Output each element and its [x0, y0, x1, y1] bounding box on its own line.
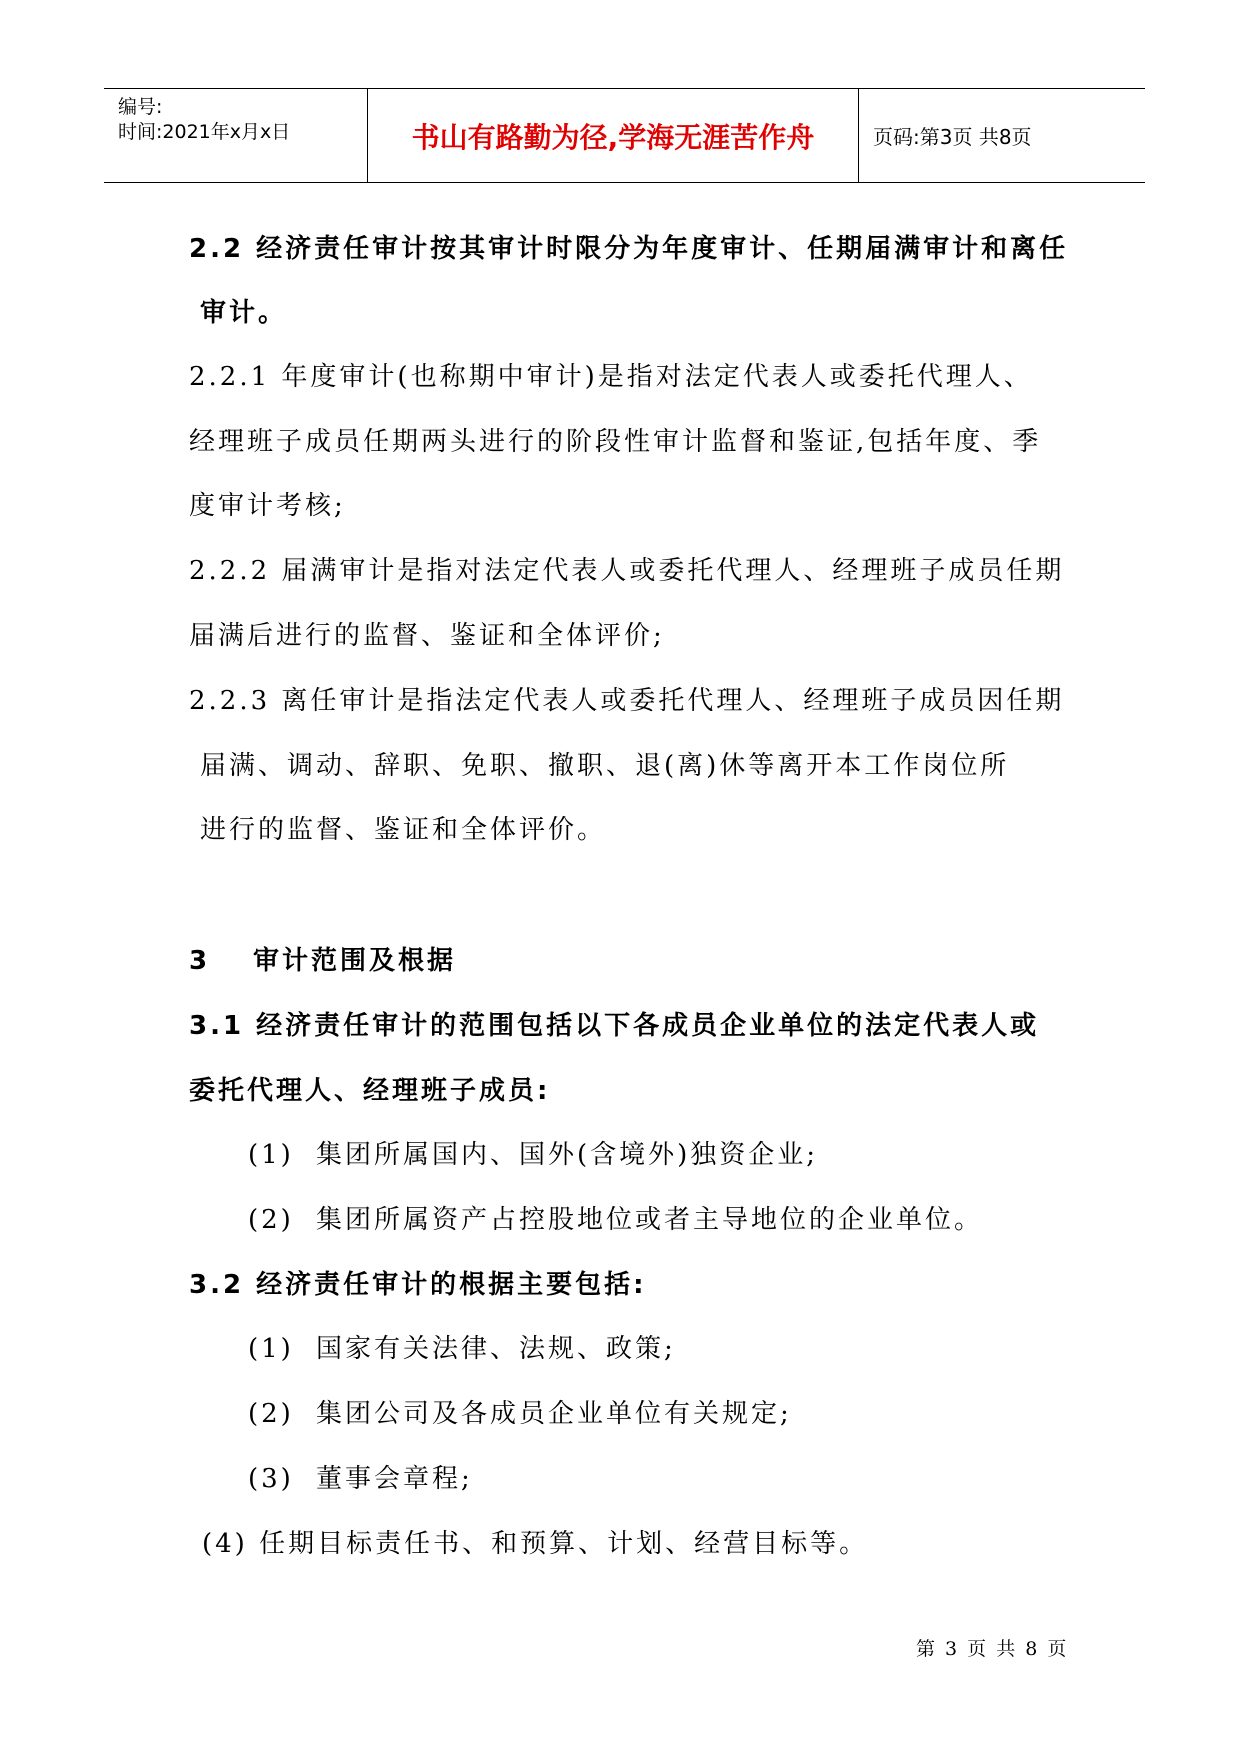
- list-item: [248, 1328, 676, 1365]
- para-2-2-1-line1: 2.2.1 年度审计(也称期中审计)是指对法定代表人或委托代理人、: [189, 362, 1033, 392]
- section-3-heading: [189, 940, 456, 977]
- para-2-2-3-line2: 届满、调动、辞职、免职、撤职、退(离)休等离开本工作岗位所: [200, 751, 1010, 781]
- list-item: [248, 1134, 818, 1171]
- list-item-number: (1): [248, 1334, 294, 1364]
- list-item: [248, 1458, 473, 1495]
- list-item-text: 集团所属国内、国外(含境外)独资企业;: [316, 1140, 819, 1170]
- header-motto: 书山有路勤为径,学海无涯苦作舟: [368, 89, 859, 182]
- section-3-title: 审计范围及根据: [253, 946, 457, 976]
- para-2-2-3-line1: 2.2.3 离任审计是指法定代表人或委托代理人、经理班子成员因任期: [189, 686, 1065, 716]
- list-item-text: 国家有关法律、法规、政策;: [316, 1334, 676, 1364]
- section-2-2-heading: 2.2 经济责任审计按其审计时限分为年度审计、任期届满审计和离任: [189, 234, 1069, 264]
- para-2-2-2-line2: 届满后进行的监督、鉴证和全体评价;: [189, 621, 665, 651]
- header-page-label: 页码:第3页 共8页: [873, 125, 1032, 149]
- document-header: [104, 88, 1145, 183]
- para-2-2-1-line3: 度审计考核;: [189, 491, 346, 521]
- list-item-number: (1): [248, 1140, 294, 1170]
- para-2-2-1-line2: 经理班子成员任期两头进行的阶段性审计监督和鉴证,包括年度、季: [189, 427, 1042, 457]
- list-item: [248, 1199, 983, 1236]
- page-footer: 第 3 页 共 8 页: [916, 1638, 1069, 1660]
- section-3-2-heading: 3.2 经济责任审计的根据主要包括:: [189, 1270, 647, 1300]
- list-item-number: (3): [248, 1464, 294, 1494]
- header-time-label: 时间:2021年x月x日: [118, 121, 291, 143]
- section-3-number: 3: [189, 946, 211, 976]
- list-item-text: 集团公司及各成员企业单位有关规定;: [316, 1399, 792, 1429]
- header-number-label: 编号:: [118, 96, 163, 118]
- para-2-2-3-line3: 进行的监督、鉴证和全体评价。: [200, 815, 607, 845]
- header-meta-cell: [104, 89, 368, 182]
- list-item: [248, 1393, 792, 1430]
- list-item-text: 集团所属资产占控股地位或者主导地位的企业单位。: [316, 1205, 984, 1235]
- list-item-number: (2): [248, 1205, 294, 1235]
- list-item-4: (4) 任期目标责任书、和预算、计划、经营目标等。: [202, 1529, 869, 1559]
- section-3-1-heading: 3.1 经济责任审计的范围包括以下各成员企业单位的法定代表人或: [189, 1011, 1040, 1041]
- para-2-2-2-line1: 2.2.2 届满审计是指对法定代表人或委托代理人、经理班子成员任期: [189, 556, 1065, 586]
- section-3-1-heading-cont: 委托代理人、经理班子成员:: [189, 1076, 551, 1106]
- section-2-2-heading-cont: 审计。: [200, 298, 288, 328]
- list-item-number: (2): [248, 1399, 294, 1429]
- list-item-text: 董事会章程;: [316, 1464, 473, 1494]
